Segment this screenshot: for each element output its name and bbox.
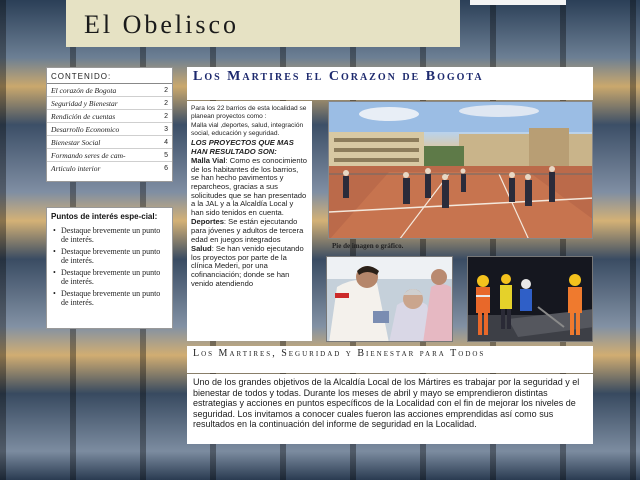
newsletter-title: El Obelisco xyxy=(84,10,240,39)
paragraph-text: : Se han venido ejecutando los proyectos por parte de la clínica Mederi, por una cofinanciación; donde se han venido atendiendo xyxy=(191,244,304,288)
article1-paragraph xyxy=(191,157,308,217)
paragraph-label: Deportes xyxy=(191,217,224,227)
toc-item-page: 4 xyxy=(164,138,168,146)
points-of-interest-list xyxy=(51,226,168,307)
toc-item[interactable] xyxy=(47,123,172,136)
sports-court-photo xyxy=(328,101,593,239)
top-strip xyxy=(470,0,566,5)
article1-paragraph xyxy=(191,245,308,288)
toc-title: CONTENIDO: xyxy=(47,68,172,84)
points-of-interest xyxy=(46,207,173,329)
toc-item-page: 2 xyxy=(164,112,168,120)
article1-intro: Para los 22 barrios de esta localidad se planean proyectos como : xyxy=(191,105,307,120)
toc-item-label: Formando seres de cam- xyxy=(51,150,126,160)
article2-headline-box xyxy=(187,346,593,373)
toc-item[interactable] xyxy=(47,110,172,123)
article1-items: Malla vial ,deportes, salud, integración social, educación y seguridad. xyxy=(191,122,304,137)
list-item: • Destaque brevemente un punto de interés. xyxy=(51,289,168,307)
paragraph-label: Salud xyxy=(191,244,212,254)
toc-item-label: Bienestar Social xyxy=(51,137,101,147)
article2-headline: Los Martires, Seguridad y Bienestar para Todos xyxy=(193,348,486,359)
road-workers-photo xyxy=(467,256,593,342)
toc-item-page: 2 xyxy=(164,86,168,94)
list-item: • Destaque brevemente un punto de interés. xyxy=(51,268,168,286)
article1-headline: Los Martires el Corazon de Bogota xyxy=(193,69,484,84)
toc-item-page: 6 xyxy=(164,165,168,172)
toc-item[interactable] xyxy=(47,162,172,175)
paragraph-text: : Como es conocimiento de los habitantes de los barrios, se han hecho pavimentos y reparcheos, gracias a sus solicitudes que se han presentado a la JAL y a la Alcaldía Local y han sido tenidos en cuenta. xyxy=(191,156,307,217)
article1-body xyxy=(187,101,312,341)
health-care-photo xyxy=(326,256,453,342)
toc-item-label: El corazón de Bogota xyxy=(51,85,117,95)
points-of-interest-title: Puntos de interés espe-cial: xyxy=(51,212,158,221)
toc-item-label: Articulo interior xyxy=(51,164,101,173)
image-caption: Pie de imagen o gráfico. xyxy=(332,242,404,250)
toc-item[interactable] xyxy=(47,97,172,110)
toc-item-page: 2 xyxy=(164,99,168,107)
article1-headline-box xyxy=(187,67,593,100)
article1-lead: LOS PROYECTOS QUE MAS HAN RESULTADO SON: xyxy=(191,138,294,156)
toc-item-label: Seguridad y Bienestar xyxy=(51,98,118,108)
article2-body: Uno de los grandes objetivos de la Alcaldía Local de los Mártires es trabajar por la seguridad y el bienestar de todos y todas. Durante los meses de abril y mayo se emprendieron distintas estrategias y acciones en puntos específicos de la Localidad con el fin de mejorar los niveles de seguridad. Los invitamos a conocer cuales fueron las acciones emprendidas así como sus resultados en la continuación del informe de seguridad en la Localidad. xyxy=(187,374,593,444)
masthead xyxy=(66,0,460,47)
toc-item-page: 5 xyxy=(164,151,168,159)
article1-paragraph xyxy=(191,218,308,244)
toc-item[interactable] xyxy=(47,84,172,97)
paragraph-label: Malla Vial xyxy=(191,156,226,166)
toc-item-label: Rendición de cuentas xyxy=(51,111,116,121)
toc-item[interactable] xyxy=(47,149,172,162)
toc-item[interactable] xyxy=(47,136,172,149)
table-of-contents xyxy=(46,67,173,182)
list-item: • Destaque brevemente un punto de interés. xyxy=(51,247,168,265)
paragraph-text: : Se están ejecutando para jóvenes y adultos de tercera edad en juegos integrados xyxy=(191,217,304,244)
list-item: • Destaque brevemente un punto de interés. xyxy=(51,226,168,244)
toc-item-label: Desarrollo Economico xyxy=(51,124,120,134)
toc-item-page: 3 xyxy=(164,125,168,133)
